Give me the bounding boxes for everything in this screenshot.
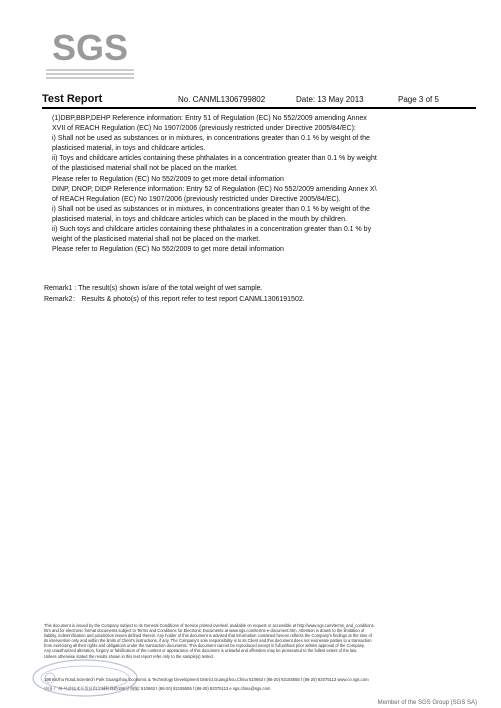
sgs-logo-text: SGS xyxy=(51,27,129,68)
fine-print xyxy=(44,623,474,659)
body-line: Please refer to Regulation (EC) No 552/2009 to get more detail information xyxy=(52,246,284,254)
fine-print-line: htm and,for electronic format documents,subject to Terms and Conditions for Electronic Documents at www.sgs.com/terms-e-document.htm. Attention is drawn to the limitation of xyxy=(44,628,365,634)
address-chinese: 中国·广州·经济技术开发区科学城科珠路198号 邮编: 510663 t (86-20) 82155555 f (86-20) 82075113 e sgs.china@sgs.com xyxy=(44,686,271,691)
report-header xyxy=(30,93,480,107)
address-english: 198 Kezhu Road,Scientech Park Guangzhou Economic & Technology Development District,Guangzhou,China 510663 t (86-20) 82155555 f (86-20) 82075113 www.cn.sgs.com xyxy=(44,677,369,682)
fine-print-line: Any unauthorized alteration, forgery or falsification of the content or appearance of this document is unlawful and offenders may be prosecuted to the fullest extent of the law. xyxy=(44,648,358,654)
remark-1: Remark1 : The result(s) shown is/are of the total weight of wet sample. xyxy=(44,285,263,292)
body-line: i) Shall not be used as substances or in mixtures, in concentrations greater than 0.1 % by weight of the xyxy=(52,205,370,213)
page-number: Page 3 of 5 xyxy=(398,95,439,104)
report-number: No. CANML1306799802 xyxy=(178,95,266,104)
body-line: ii) Toys and childcare articles containing these phthalates in a concentration greater than 0.1 % by weight xyxy=(52,155,377,163)
company-address xyxy=(44,675,369,693)
fine-print-line: Unless otherwise stated the results shown in this test report refer only to the sample(s) tested. xyxy=(44,653,214,659)
body-line: XVII of REACH Regulation (EC) No 1907/2006 (previously restricted under Directive 2005/84/EC): xyxy=(52,125,356,133)
header-rule xyxy=(42,107,476,109)
fine-print-line: This document is issued by the Company subject to its General Conditions of Service printed overleaf, available on request or accessible at http://www.sgs.com/terms_and_conditions. xyxy=(44,623,375,628)
body-line: plasticised material, in toys and childcare articles which can be placed in the mouth by children. xyxy=(52,215,347,223)
body-line: ii) Such toys and childcare articles containing these phthalates in a concentration greater than 0.1 % by xyxy=(52,226,372,234)
body-line: weight of the plasticised material shall not be placed on the market. xyxy=(52,236,261,244)
report-title: Test Report xyxy=(42,93,103,105)
body-line: plasticised material, in toys and childcare articles. xyxy=(52,145,206,153)
sgs-logo xyxy=(42,26,138,82)
fine-print-line: from exercising all their rights and obligations under the transaction documents. This document cannot be reproduced except in full,without prior written approval of the Company. xyxy=(44,643,365,649)
body-line: i) Shall not be used as substances or in mixtures, in concentrations greater than 0.1 % by weight of the xyxy=(52,135,370,143)
body-line: Please refer to Regulation (EC) No 552/2009 to get more detail information xyxy=(52,175,284,183)
report-body xyxy=(52,114,472,255)
remarks xyxy=(44,284,305,305)
member-footer: Member of the SGS Group (SGS SA) xyxy=(377,700,477,706)
body-line: of REACH Regulation (EC) No 1907/2006 (previously restricted under Directive 2005/84/EC). xyxy=(52,195,341,203)
fine-print-line: its intervention only and within the limits of Client's instructions, if any. The Company's sole responsibility is to its Client and this document does not exonerate parties to a transaction xyxy=(44,638,372,644)
fine-print-line: liability, indemnification and jurisdiction issues defined therein. Any holder of this document is advised that information contained hereon reflects the Company's findings at the time of xyxy=(44,633,372,639)
remark-2: Remark2： Results & photo(s) of this report refer to test report CANML1306191502. xyxy=(44,295,305,303)
body-line: of the plasticised material shall not be placed on the market. xyxy=(52,165,238,173)
body-line: (1)DBP,BBP,DEHP Reference information: Entry 51 of Regulation (EC) No 552/2009 amending Annex xyxy=(52,115,367,122)
report-date: Date: 13 May 2013 xyxy=(296,95,364,104)
body-line: DINP, DNOP, DIDP Reference information: Entry 52 of Regulation (EC) No 552/2009 amending Annex X\ xyxy=(52,185,377,193)
